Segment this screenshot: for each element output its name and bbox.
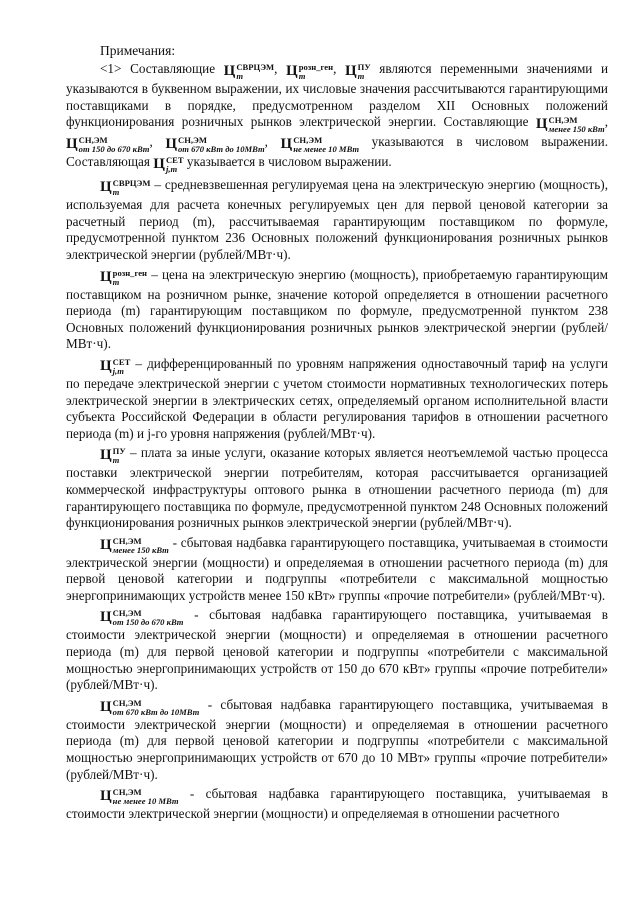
note-1-text-part-1: <1> Составляющие (100, 61, 224, 76)
definition-cnem-not-less-10-paragraph (66, 786, 608, 823)
definition-rozn-gen-paragraph (66, 267, 608, 353)
symbol-cnem-less-150: Ц СН,ЭМ менее 150 кВт (100, 535, 169, 555)
symbol-cnem-not-less-10: Ц СН,ЭМ не менее 10 МВт (280, 135, 360, 155)
definition-cnem-670-10-paragraph (66, 697, 608, 783)
symbol-cnem-670-10: Ц СН,ЭМ от 670 кВт до 10МВт (165, 135, 265, 155)
definition-cnem-not-less-10-text: - сбытовая надбавка гарантирующего поставщика, учитываемая в стоимости электрической энергии (мощности) и определяемая в отношении расчетного (66, 786, 608, 822)
note-1-paragraph (66, 61, 608, 174)
symbol-rozn-gen-m: Ц розн_ген m (286, 62, 334, 81)
definition-svrcem-text: – средневзвешенная регулируемая цена на электрическую энергию (мощность), используемая для расчета конечных регулируемых цен для первой ценовой категории за расчетный период (m), рассчитываемая гарантирующим поставщиком по формуле, предусмотренной пунктом 236 Основных положений функционирования розничных рынков электрической энергии (рублей/МВт·ч). (66, 177, 608, 262)
note-1-text-part-8: указываются в числовом выражении. Составляющая (66, 134, 609, 170)
symbol-set-jm: Ц СЕТ j,m (153, 155, 184, 175)
definition-set-paragraph (66, 356, 608, 442)
symbol-cnem-not-less-10: Ц СН,ЭМ не менее 10 МВт (100, 787, 179, 807)
note-1-text-part-3: , (333, 61, 345, 76)
symbol-rozn-gen-m: Ц розн_ген m (100, 267, 148, 287)
symbol-svrcem-m: Ц СВРЦЭМ m (223, 62, 275, 81)
note-1-text-part-6: , (149, 134, 166, 150)
note-1-text-part-9: указывается в числовом выражении. (183, 154, 392, 170)
symbol-svrcem-m: Ц СВРЦЭМ m (100, 178, 151, 198)
definition-cnem-150-670-text: - сбытовая надбавка гарантирующего поставщика, учитываемая в стоимости электрической энергии (мощности) и определяемая в отношении расчетного периода (m) для первой ценовой категории и подгруппы «потребители с максимальной мощностью энергопринимающих устройств от 150 до 670 кВт» группы «прочие потребители» (рублей/МВт·ч). (66, 607, 608, 693)
note-1-text-part-4: являются переменными значениями и указываются в буквенном выражении, их числовые значения рассчитываются гарантирующими поставщиками в порядке, предусмотренном разделом XII Основных положений функционирования розничных рынков электрической энергии. Составляющие (66, 61, 609, 130)
definition-rozn-gen-text: – цена на электрическую энергию (мощность), приобретаемую гарантирующим поставщиком на розничном рынке, значение которой определяется в отношении расчетного периода (m) гарантирующим поставщиком по формуле, предусмотренной пунктом 238 Основных положений функционирования розничных рынков электрической энергии (рублей/МВт·ч). (66, 266, 608, 352)
notes-heading: Примечания: (100, 43, 176, 58)
symbol-cnem-670-10: Ц СН,ЭМ от 670 кВт до 10МВт (100, 697, 200, 717)
definition-set-text: – дифференцированный по уровням напряжения одноставочный тариф на услуги по передаче электрической энергии с учетом стоимости нормативных технологических потерь электрической энергии в электрических сетях, определяемый органом исполнительной власти субъекта Российской Федерации в области регулирования тарифов в отношении расчетного периода (m) и j-го уровня напряжения (рублей/МВт·ч). (66, 355, 608, 441)
definition-pu-text: – плата за иные услуги, оказание которых является неотъемлемой частью процесса поставки электрической энергии потребителям, которая рассчитывается организацией коммерческой инфраструктуры оптового рынка в отношении расчетного периода (m) для гарантирующего поставщика по формуле, предусмотренной пунктом 248 Основных положений функционирования розничных рынков электрической энергии (рублей/МВт·ч). (66, 445, 608, 531)
definition-cnem-less-150-text: - сбытовая надбавка гарантирующего поставщика, учитываемая в стоимости электрической энергии (мощности) и определяемая в отношении расчетного периода (m) для первой ценовой категории и подгруппы «потребители с максимальной мощностью энергопринимающих устройств менее 150 кВт» группы «прочие потребители» (рублей/МВт·ч). (66, 534, 608, 603)
symbol-cnem-150-670: Ц СН,ЭМ от 150 до 670 кВт (66, 135, 150, 155)
definition-pu-paragraph (66, 445, 608, 531)
definition-cnem-150-670-paragraph (66, 607, 608, 693)
note-1-text-part-5: , (604, 114, 608, 130)
definition-svrcem-paragraph (66, 177, 608, 263)
symbol-cnem-less-150: Ц СН,ЭМ менее 150 кВт (535, 115, 605, 135)
symbol-cnem-150-670: Ц СН,ЭМ от 150 до 670 кВт (100, 608, 184, 628)
definition-cnem-670-10-text: - сбытовая надбавка гарантирующего поставщика, учитываемая в стоимости электрической энергии (мощности) и определяемая в отношении расчетного периода (m) для первой ценовой категории и подгруппы «потребители с максимальной мощностью энергопринимающих устройств от 670 до 10 МВт» группы «прочие потребители» (рублей/МВт·ч). (66, 696, 608, 782)
symbol-pu-m: Ц ПУ m (344, 62, 371, 81)
symbol-pu-m: Ц ПУ m (100, 446, 126, 466)
definition-cnem-less-150-paragraph (66, 535, 608, 605)
symbol-set-jm: Ц СЕТ j,m (100, 356, 131, 376)
note-1-text-part-7: , (264, 134, 281, 150)
note-1-text-part-2: , (274, 61, 287, 76)
